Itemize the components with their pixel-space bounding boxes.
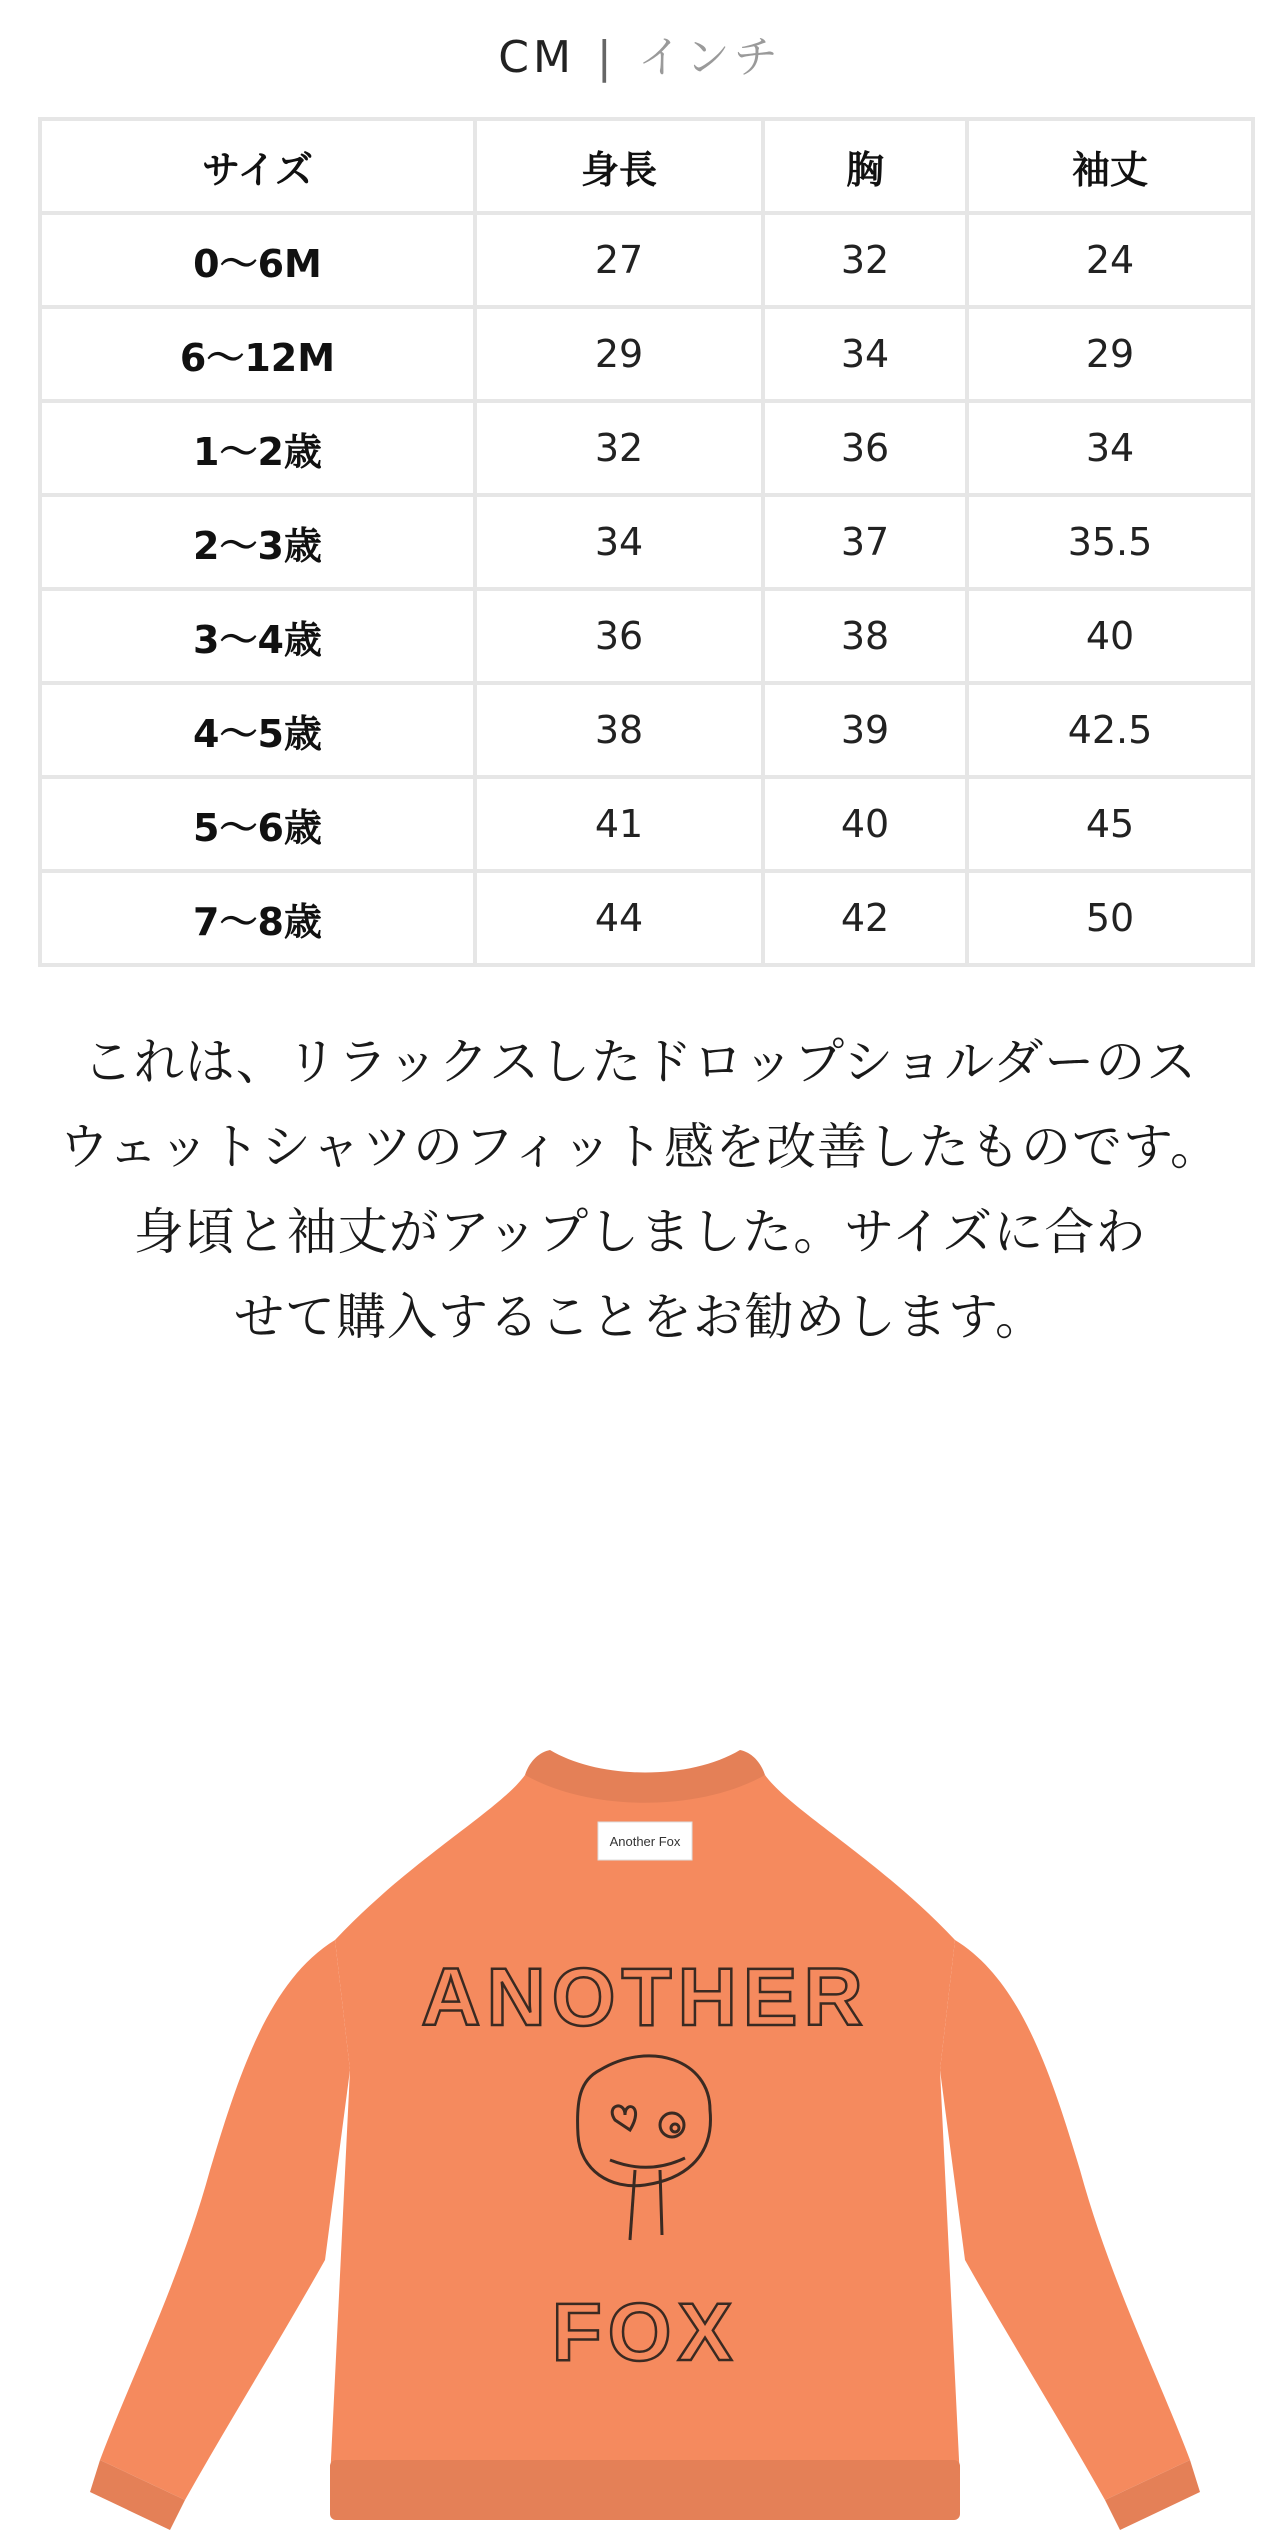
size-cell: 0〜6M bbox=[40, 213, 475, 307]
sleeve-cell: 34 bbox=[967, 401, 1253, 495]
tag-label: Another Fox bbox=[609, 1834, 681, 1849]
sleeve-cell: 40 bbox=[967, 589, 1253, 683]
unit-separator: | bbox=[596, 32, 616, 83]
sleeve-cell: 35.5 bbox=[967, 495, 1253, 589]
height-cell: 32 bbox=[475, 401, 763, 495]
print-text-bottom: FOX bbox=[551, 2287, 739, 2378]
left-sleeve bbox=[100, 1940, 350, 2500]
sleeve-cell: 42.5 bbox=[967, 683, 1253, 777]
product-description bbox=[50, 1020, 1230, 1360]
size-cell: 1〜2歳 bbox=[40, 401, 475, 495]
height-cell: 34 bbox=[475, 495, 763, 589]
header-height: 身長 bbox=[475, 119, 763, 213]
chest-cell: 40 bbox=[763, 777, 967, 871]
header-size: サイズ bbox=[40, 119, 475, 213]
chest-cell: 36 bbox=[763, 401, 967, 495]
sleeve-cell: 29 bbox=[967, 307, 1253, 401]
header-sleeve-length: 袖丈 bbox=[967, 119, 1253, 213]
size-cell: 3〜4歳 bbox=[40, 589, 475, 683]
height-cell: 36 bbox=[475, 589, 763, 683]
print-text-top: ANOTHER bbox=[421, 1952, 869, 2043]
table-row bbox=[40, 213, 1253, 307]
chest-cell: 42 bbox=[763, 871, 967, 965]
chest-cell: 38 bbox=[763, 589, 967, 683]
sleeve-cell: 50 bbox=[967, 871, 1253, 965]
table-row bbox=[40, 683, 1253, 777]
height-cell: 27 bbox=[475, 213, 763, 307]
size-cell: 2〜3歳 bbox=[40, 495, 475, 589]
size-chart-table bbox=[38, 117, 1255, 967]
chest-cell: 37 bbox=[763, 495, 967, 589]
table-row bbox=[40, 871, 1253, 965]
unit-inch-button[interactable]: インチ bbox=[637, 32, 782, 83]
size-cell: 5〜6歳 bbox=[40, 777, 475, 871]
height-cell: 44 bbox=[475, 871, 763, 965]
unit-cm-button[interactable]: CM bbox=[498, 32, 575, 83]
sleeve-cell: 45 bbox=[967, 777, 1253, 871]
table-header-row bbox=[40, 119, 1253, 213]
table-row bbox=[40, 401, 1253, 495]
height-cell: 29 bbox=[475, 307, 763, 401]
table-row bbox=[40, 589, 1253, 683]
sleeve-cell: 24 bbox=[967, 213, 1253, 307]
table-row bbox=[40, 307, 1253, 401]
height-cell: 38 bbox=[475, 683, 763, 777]
description-line: ウェットシャツのフィット感を改善したものです。 bbox=[59, 1118, 1221, 1176]
height-cell: 41 bbox=[475, 777, 763, 871]
table-row bbox=[40, 495, 1253, 589]
size-cell: 7〜8歳 bbox=[40, 871, 475, 965]
table-row bbox=[40, 777, 1253, 871]
chest-cell: 39 bbox=[763, 683, 967, 777]
sweatshirt-illustration bbox=[90, 1740, 1200, 2540]
size-cell: 6〜12M bbox=[40, 307, 475, 401]
chest-cell: 34 bbox=[763, 307, 967, 401]
size-cell: 4〜5歳 bbox=[40, 683, 475, 777]
chest-cell: 32 bbox=[763, 213, 967, 307]
description-line: 身頃と袖丈がアップしました。サイズに合わ bbox=[133, 1203, 1147, 1261]
product-image bbox=[90, 1740, 1200, 2540]
header-chest: 胸 bbox=[763, 119, 967, 213]
description-line: せて購入することをお勧めします。 bbox=[234, 1288, 1046, 1346]
right-sleeve bbox=[940, 1940, 1190, 2500]
unit-toggle bbox=[0, 28, 1280, 88]
description-line: これは、リラックスしたドロップショルダーのス bbox=[82, 1033, 1198, 1091]
waistband bbox=[330, 2460, 960, 2520]
